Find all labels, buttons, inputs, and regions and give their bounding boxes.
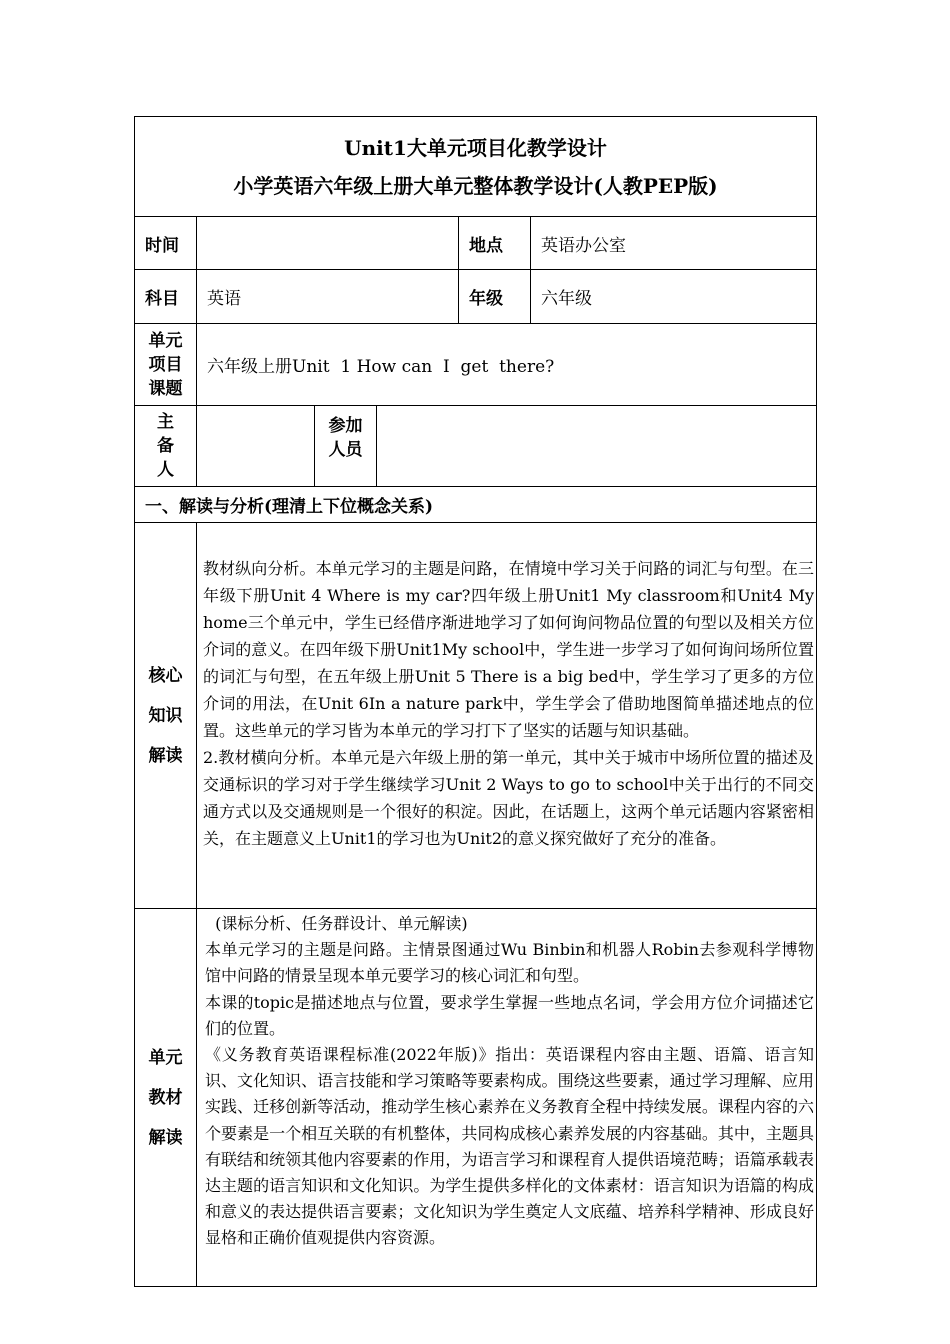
unit-topic-value: 六年级上册Unit 1 How can I get there? [197,324,817,406]
subject-value: 英语 [197,270,459,324]
time-value [197,217,459,270]
section1-row [135,487,817,523]
unit-topic-row [135,324,817,406]
title-row [135,117,817,217]
core-paragraph: 教材纵向分析。本单元学习的主题是问路，在情境中学习关于问路的词汇与句型。在三年级下册Unit 4 Where is my car?四年级上册Unit1 My classroom和Unit4 My home三个单元中，学生已经借序渐进地学习了如何询问物品位置的句型以及相关方位介词的意义。在四年级下册Unit1My school中，学生进一步学习了如何询问场所位置的词汇与句型，在五年级上册Unit 5 There is a big bed中，学生学习了更多的方位介词的用法，在Unit 6In a nature park中，学生学会了借助地图简单描述地点的位置。这些单元的学习皆为本单元的学习打下了坚实的话题与知识基础。 [203,559,814,740]
unit-material-text [197,909,817,1287]
lesson-plan-page [134,116,816,1287]
core-paragraph: 2.教材横向分析。本单元是六年级上册的第一单元，其中关于城市中场所位置的描述及交通标识的学习对于学生继续学习Unit 2 Ways to go to school中关于出行的不同交通方式以及交通规则是一个很好的积淀。因此，在话题上，这两个单元话题内容紧密相关，在主题意义上Unit1的学习也为Unit2的意义探究做好了充分的准备。 [203,748,814,848]
core-knowledge-text [197,523,817,909]
time-label: 时间 [135,217,197,270]
document-title: Unit1大单元项目化教学设计 [344,135,607,160]
core-knowledge-label: 核心 知识 解读 [135,523,197,909]
subject-label: 科目 [135,270,197,324]
unit-material-row [135,909,817,1287]
unit-topic-label: 单元 项目 课题 [135,324,197,406]
lead-preparer-value [197,406,315,487]
title-cell [135,117,817,217]
material-paragraph: 《义务教育英语课程标准(2022年版)》指出：英语课程内容由主题、语篇、语言知识、文化知识、语言技能和学习策略等要素构成。围绕这些要素，通过学习理解、应用实践、迁移创新等活动，推动学生核心素养在义务教育全程中持续发展。课程内容的六个要素是一个相互关联的有机整体，共同构成核心素养发展的内容基础。其中，主题具有联结和统领其他内容要素的作用，为语言学习和课程育人提供语境范畴；语篇承载表达主题的语言知识和文化知识。为学生提供多样化的文体素材：语言知识为语篇的构成和意义的表达提供语言要素；文化知识为学生奠定人文底蕴、培养科学精神、形成良好显格和正确价值观提供内容资源。 [205,1045,814,1248]
lesson-plan-table [134,116,817,1287]
grade-label: 年级 [459,270,531,324]
section1-heading: 一、解读与分析(理清上下位概念关系) [135,487,817,523]
material-paragraph: 本课的topic是描述地点与位置，要求学生掌握一些地点名词，学会用方位介词描述它们的位置。 [205,992,814,1038]
grade-value: 六年级 [531,270,817,324]
place-label: 地点 [459,217,531,270]
unit-material-label: 单元 教材 解读 [135,909,197,1287]
place-value: 英语办公室 [531,217,817,270]
participants-value [377,406,817,487]
core-knowledge-row [135,523,817,909]
document-subtitle: 小学英语六年级上册大单元整体教学设计(人教PEP版) [233,173,718,198]
material-paragraph: (课标分析、任务群设计、单元解读) [205,914,468,933]
staff-row [135,406,817,487]
time-place-row [135,217,817,270]
participants-label: 参加 人员 [315,406,377,487]
lead-preparer-label: 主 备 人 [135,406,197,487]
subject-grade-row [135,270,817,324]
material-paragraph: 本单元学习的主题是问路。主情景图通过Wu Binbin和机器人Robin去参观科学博物馆中问路的情景呈现本单元要学习的核心词汇和句型。 [205,940,814,986]
